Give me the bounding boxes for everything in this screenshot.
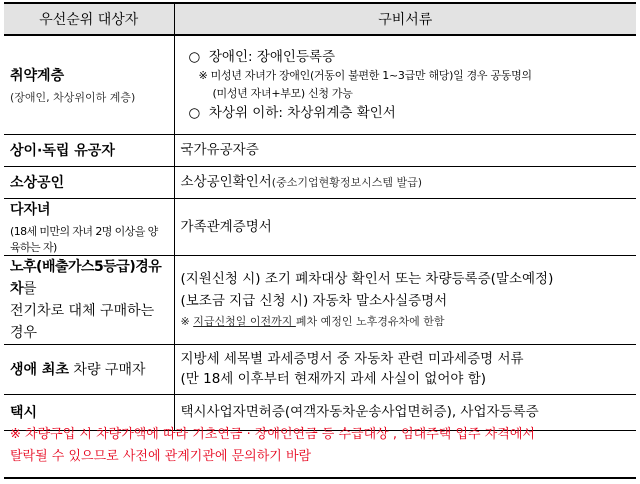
table-row-vulnerable	[4, 35, 636, 134]
requirements-table	[4, 2, 636, 431]
documents-cell: 가족관계증명서	[174, 198, 636, 255]
doc-note: ※ 미성년 자녀가 장애인(거동이 불편한 1~3급만 해당)일 경우 공동명의	[198, 68, 532, 82]
target-title: 생애 최초 차량 구매자	[4, 344, 174, 394]
doc-line: 지방세 세목별 과세증명서 중 자동차 관련 미과세증명 서류	[180, 351, 524, 367]
doc-note: ※ 지급신청일 이전까지 폐차 예정인 노후경유차에 한함	[180, 314, 445, 328]
header-documents: 구비서류	[174, 3, 636, 35]
doc-line: ○ 장애인: 장애인등록증	[188, 48, 336, 65]
header-target: 우선순위 대상자	[4, 3, 174, 35]
doc-line: (보조금 지급 신청 시) 자동차 말소사실증명서	[180, 292, 448, 309]
target-subtitle: (18세 미만의 자녀 2명 이상을 양육하는 자)	[10, 224, 158, 254]
target-cell	[4, 35, 174, 134]
target-title: 취약계층	[10, 67, 65, 84]
bullet-icon: ○	[188, 104, 201, 121]
bullet-icon: ○	[188, 48, 201, 65]
table-header-row	[4, 3, 636, 35]
target-cell	[4, 198, 174, 255]
target-title: 노후(배출가스5등급)경유차를	[10, 258, 162, 297]
doc-line: ○ 차상위 이하: 차상위계층 확인서	[188, 104, 396, 121]
target-subtitle: (장애인, 차상위이하 계층)	[10, 90, 136, 104]
target-title: 택시	[4, 394, 174, 430]
documents-cell: 소상공인확인서(중소기업현황정보시스템 발급)	[174, 166, 636, 198]
footnote-line: ※ 차량구입 시 차량가액에 따라 기초연금 · 장애인연금 등 수급대상 , 임대주택 입주 자격에서	[10, 427, 535, 442]
documents-cell: 국가유공자증	[174, 134, 636, 166]
doc-note: (미성년 자녀+부모) 신청 가능	[212, 86, 353, 100]
footnote	[4, 424, 632, 468]
doc-line: (지원신청 시) 조기 폐차대상 확인서 또는 차량등록증(말소예정)	[180, 270, 554, 287]
documents-cell	[174, 255, 636, 344]
bottom-rule	[4, 477, 636, 479]
documents-cell	[174, 344, 636, 394]
target-cell: 노후(배출가스5등급)경유차를 전기차로 대체 구매하는 경우	[4, 255, 174, 344]
doc-line: (만 18세 이후부터 현재까지 과세 사실이 없어야 함)	[180, 371, 487, 387]
target-title: 상이·독립 유공자	[4, 134, 174, 166]
table-row-multichild	[4, 198, 636, 255]
target-title: 소상공인	[4, 166, 174, 198]
documents-cell	[174, 35, 636, 134]
documents-cell: 택시사업자면허증(여객자동차운송사업면허증), 사업자등록증	[174, 394, 636, 430]
table-row-merchant	[4, 166, 636, 198]
table-row-old-diesel	[4, 255, 636, 344]
footnote-line: 탈락될 수 있으므로 사전에 관계기관에 문의하기 바람	[10, 449, 312, 464]
table-row-first-buyer	[4, 344, 636, 394]
target-title: 다자녀	[10, 201, 51, 218]
table-row-veteran	[4, 134, 636, 166]
